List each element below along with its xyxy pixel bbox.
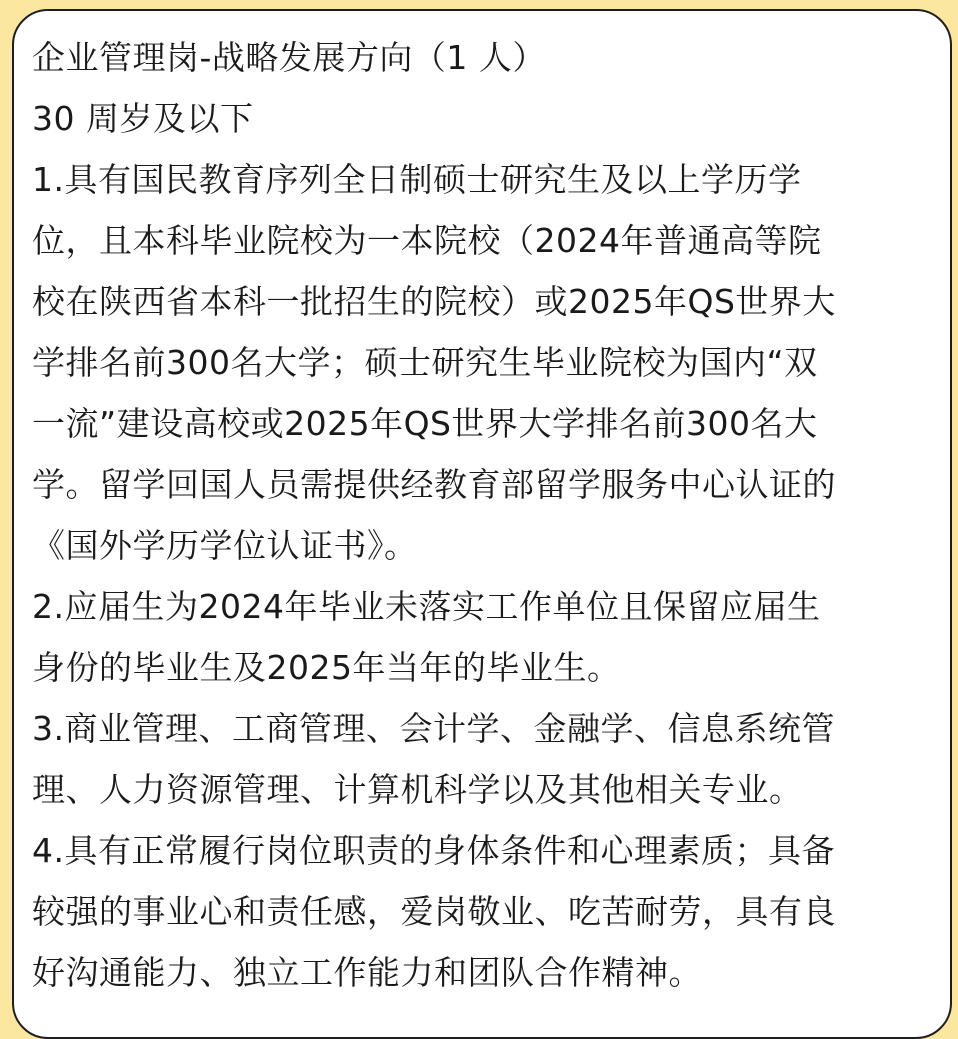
requirement-3-line-1: 3.商业管理、工商管理、会计学、金融学、信息系统管 [32, 709, 835, 748]
requirement-1-line-6: 学。留学回国人员需提供经教育部留学服务中心认证的 [32, 465, 836, 504]
requirement-4-line-2: 较强的事业心和责任感，爱岗敬业、吃苦耐劳，具有良 [32, 892, 836, 931]
requirement-4-line-3: 好沟通能力、独立工作能力和团队合作精神。 [32, 953, 702, 992]
requirement-2-line-2: 身份的毕业生及2025年当年的毕业生。 [32, 648, 621, 687]
requirement-1-line-3: 校在陕西省本科一批招生的院校）或2025年QS世界大 [32, 282, 836, 321]
requirement-1-line-5: 一流”建设高校或2025年QS世界大学排名前300名大 [32, 404, 818, 443]
position-title: 企业管理岗-战略发展方向（1 人） [32, 38, 546, 77]
requirement-3-line-2: 理、人力资源管理、计算机科学以及其他相关专业。 [32, 770, 803, 809]
requirement-1-line-1: 1.具有国民教育序列全日制硕士研究生及以上学历学 [32, 160, 802, 199]
age-requirement: 30 周岁及以下 [32, 99, 254, 138]
requirement-1-line-7: 《国外学历学位认证书》。 [32, 526, 418, 565]
requirement-1-line-2: 位，且本科毕业院校为一本院校（2024年普通高等院 [32, 221, 822, 260]
document-card [12, 9, 952, 1039]
requirement-1-line-4: 学排名前300名大学；硕士研究生毕业院校为国内“双 [32, 343, 818, 382]
requirement-4-line-1: 4.具有正常履行岗位职责的身体条件和心理素质；具备 [32, 831, 835, 870]
requirement-2-line-1: 2.应届生为2024年毕业未落实工作单位且保留应届生 [32, 587, 821, 626]
document-content [32, 27, 932, 1003]
